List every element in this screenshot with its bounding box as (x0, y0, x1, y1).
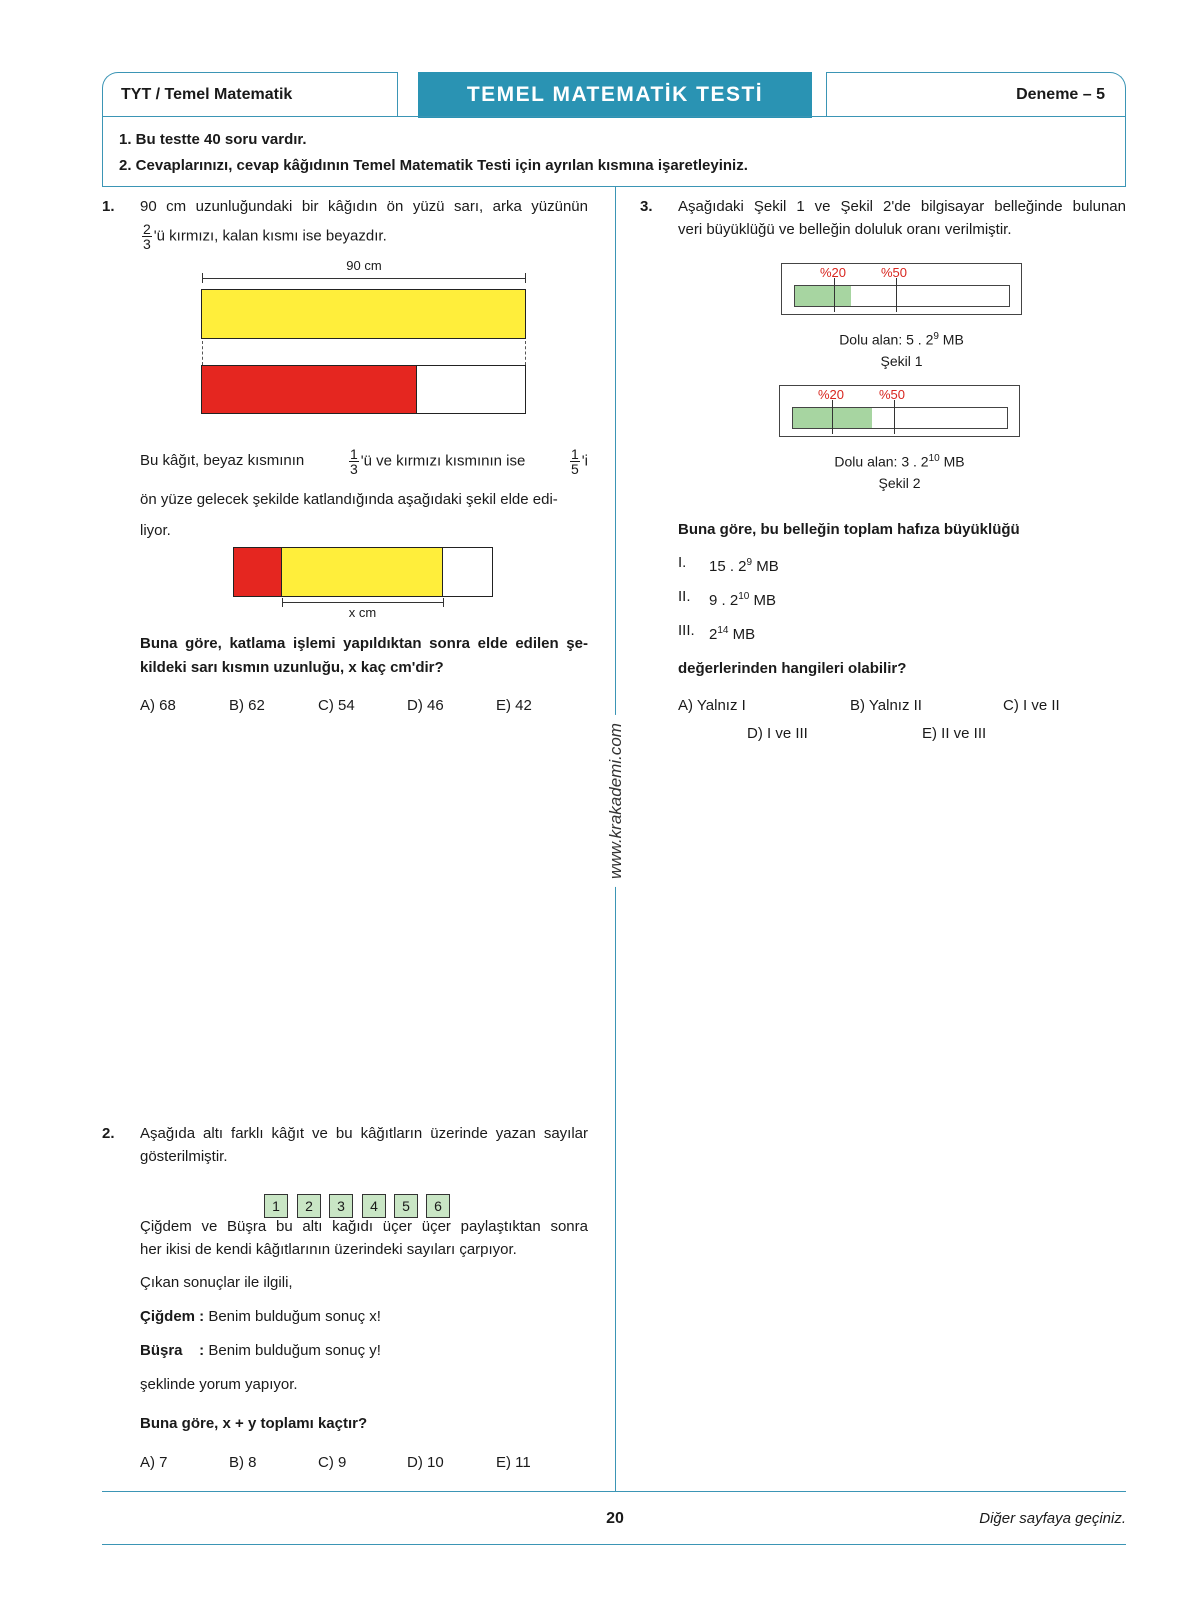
q2-card-3: 3 (329, 1194, 353, 1218)
q3-item-3-value (709, 619, 755, 647)
q1-guide-left (202, 341, 203, 365)
q3-item-2-unit: MB (749, 592, 776, 609)
q2-intro-line1: Aşağıda altı farklı kâğıt ve bu kâğıtların üzerinde yazan sayılar (140, 1125, 588, 1142)
q2-cigdem-line (140, 1305, 381, 1329)
frac-den: 3 (349, 460, 358, 477)
q3-fig2-pct50: %50 (879, 387, 906, 402)
q3-option-c[interactable]: C) I ve II (1003, 697, 1060, 714)
q2-card-6: 6 (426, 1194, 450, 1218)
q3-fig1-frame (781, 263, 1022, 315)
header-title: TEMEL MATEMATİK TESTİ (418, 72, 812, 118)
q3-fig1-fill (795, 286, 851, 306)
q3-item-3-label: III. (678, 622, 695, 639)
q3-question: Buna göre, bu belleğin toplam hafıza büyüklüğü (678, 521, 1020, 538)
header-subject (102, 72, 398, 116)
footer-top-line (102, 1491, 1126, 1492)
q2-option-b[interactable]: B) 8 (229, 1454, 257, 1471)
q2-text-line3: Çıkan sonuçlar ile ilgili, (140, 1274, 293, 1291)
q3-option-d[interactable]: D) I ve III (747, 725, 808, 742)
q3-item-1-value (709, 551, 779, 579)
q2-intro-line2: gösterilmiştir. (140, 1148, 228, 1165)
q1-fold-line3: liyor. (140, 522, 171, 539)
q1-yellow-front-bar (201, 289, 526, 339)
q2-busra-line (140, 1339, 381, 1363)
q1-dimension-tick-right (525, 273, 526, 283)
q3-option-a[interactable]: A) Yalnız I (678, 697, 746, 714)
q3-intro-line1: Aşağıdaki Şekil 1 ve Şekil 2'de bilgisayar belleğinde bulunan (678, 198, 1126, 215)
q1-option-e[interactable]: E) 42 (496, 697, 532, 714)
q3-item-3-base: 2 (709, 626, 718, 643)
q1-fold-c: 'i (581, 451, 588, 469)
q2-card-2: 2 (297, 1194, 321, 1218)
q2-number: 2. (102, 1125, 115, 1142)
q1-red-back-part (201, 365, 418, 414)
page-number: 20 (606, 1510, 624, 1527)
q3-option-e[interactable]: E) II ve III (922, 725, 987, 742)
q1-option-d[interactable]: D) 46 (407, 697, 444, 714)
q3-fig2-pct20: %20 (818, 387, 845, 402)
q2-text-line2: her ikisi de kendi kâğıtlarının üzerindeki sayıları çarpıyor. (140, 1241, 517, 1258)
q3-fig1-cap-b: MB (938, 331, 964, 348)
q1-fold-a: Bu kâğıt, beyaz kısmının (140, 452, 305, 469)
q2-option-e[interactable]: E) 11 (496, 1454, 531, 1471)
q3-fig2-cap-exp: 10 (928, 453, 940, 464)
footer-bottom-line (102, 1544, 1126, 1545)
q2-option-c[interactable]: C) 9 (318, 1454, 347, 1471)
q3-item-1-exp: 9 (746, 557, 753, 568)
q3-item-1-base: 15 . 2 (709, 558, 747, 575)
header-subject-text: TYT / Temel Matematik (121, 85, 293, 103)
q1-intro-fraction (142, 222, 152, 251)
q3-intro-line2: veri büyüklüğü ve belleğin doluluk oranı verilmiştir. (678, 221, 1012, 238)
q2-option-d[interactable]: D) 10 (407, 1454, 444, 1471)
q1-number: 1. (102, 198, 115, 215)
q3-fig2-memory-bar (792, 407, 1008, 429)
q3-fig2-cap-a: Dolu alan: 3 . 2 (834, 453, 929, 470)
q1-option-b[interactable]: B) 62 (229, 697, 265, 714)
q1-folded-white (442, 547, 493, 597)
q3-item-1-label: I. (678, 554, 687, 571)
next-page-note: Diğer sayfaya geçiniz. (979, 1510, 1126, 1527)
frac-den: 3 (143, 236, 151, 252)
q1-fold-b: 'ü ve kırmızı kısmının ise (360, 451, 526, 469)
header-exam-text: Deneme – 5 (1016, 85, 1105, 103)
q3-fig1-tick20 (834, 278, 835, 312)
q3-fig1-cap-exp: 9 (933, 331, 939, 342)
q1-question-line1: Buna göre, katlama işlemi yapıldıktan sonra elde edilen şe- (140, 635, 588, 652)
q3-fig1-caption (781, 331, 1022, 348)
q3-fig2-tick20 (832, 400, 833, 434)
q2-card-5: 5 (394, 1194, 418, 1218)
q3-fig1-tick50 (896, 278, 897, 312)
q1-fold-mid2 (568, 447, 588, 476)
q2-question: Buna göre, x + y toplamı kaçtır? (140, 1415, 368, 1432)
q3-fig1-name: Şekil 1 (880, 353, 923, 369)
q1-fold-line2: ön yüze gelecek şekilde katlandığında aşağıdaki şekil elde edi- (140, 491, 558, 508)
q2-speaker-cigdem: Çiğdem : (140, 1308, 205, 1325)
q3-fig1-pct20: %20 (820, 265, 847, 280)
instructions-box (102, 116, 1126, 187)
q2-card-4: 4 (362, 1194, 386, 1218)
q1-x-label: x cm (348, 605, 377, 620)
q1-dimension-line (202, 278, 526, 279)
q2-option-a[interactable]: A) 7 (140, 1454, 168, 1471)
q3-item-2-label: II. (678, 588, 691, 605)
q1-fold-fraction2 (570, 447, 580, 476)
q1-folded-red (233, 547, 283, 597)
q3-fig2-frame (779, 385, 1020, 437)
q1-fold-line1 (140, 444, 588, 478)
q2-card-1: 1 (264, 1194, 288, 1218)
q3-question2: değerlerinden hangileri olabilir? (678, 660, 907, 677)
header-exam (826, 72, 1126, 116)
q1-x-tick-right (443, 598, 444, 607)
q3-item-2-exp: 10 (738, 591, 750, 602)
q1-intro-line2-text: 'ü kırmızı, kalan kısmı ise beyazdır. (153, 227, 387, 245)
q1-guide-right (525, 341, 526, 365)
q1-option-c[interactable]: C) 54 (318, 697, 355, 714)
q2-text-line1: Çiğdem ve Büşra bu altı kağıdı üçer üçer paylaştıktan sonra (140, 1218, 588, 1235)
frac-num: 1 (349, 445, 358, 462)
q1-folded-yellow (281, 547, 444, 597)
q2-speaker-busra: Büşra : (140, 1342, 205, 1359)
q1-length-label: 90 cm (346, 258, 382, 273)
q2-speech-cigdem: Benim bulduğum sonuç x! (204, 1308, 381, 1325)
q2-speech-busra: Benim bulduğum sonuç y! (204, 1342, 381, 1359)
q3-fig1-memory-bar (794, 285, 1010, 307)
q1-dimension-tick-left (202, 273, 203, 283)
q1-option-a[interactable]: A) 68 (140, 697, 176, 714)
q3-fig2-name: Şekil 2 (878, 475, 921, 491)
watermark: www.krakademi.com (604, 715, 628, 887)
instruction-1: 1. Bu testte 40 soru vardır. (119, 131, 307, 148)
q3-fig2-cap-b: MB (939, 453, 965, 470)
q3-fig2-tick50 (894, 400, 895, 434)
q3-item-2-base: 9 . 2 (709, 592, 739, 609)
q3-item-2-value (709, 585, 776, 613)
q1-white-back-part (416, 365, 526, 414)
frac-num: 2 (143, 221, 151, 237)
q3-number: 3. (640, 198, 653, 215)
q1-intro-line1: 90 cm uzunluğundaki bir kâğıdın ön yüzü sarı, arka yüzünün (140, 198, 588, 215)
q3-item-3-exp: 14 (717, 625, 729, 636)
instruction-2: 2. Cevaplarınızı, cevap kâğıdının Temel Matematik Testi için ayrılan kısmına işaretleyiniz. (119, 157, 748, 174)
q3-fig2-caption (779, 453, 1020, 470)
q1-fold-mid1 (347, 447, 525, 476)
q3-item-3-unit: MB (728, 626, 756, 643)
q1-x-dimension-line (282, 602, 443, 603)
frac-den: 5 (571, 460, 579, 477)
q2-text-line4: şeklinde yorum yapıyor. (140, 1376, 298, 1393)
q3-option-b[interactable]: B) Yalnız II (850, 697, 922, 714)
q3-item-1-unit: MB (752, 558, 779, 575)
q1-intro-line2 (140, 222, 387, 251)
q3-fig1-cap-a: Dolu alan: 5 . 2 (839, 331, 934, 348)
q1-question-line2: kildeki sarı kısmın uzunluğu, x kaç cm'dir? (140, 659, 444, 676)
q1-fold-fraction1 (349, 447, 359, 476)
frac-num: 1 (571, 445, 579, 462)
q3-fig1-pct50: %50 (881, 265, 908, 280)
